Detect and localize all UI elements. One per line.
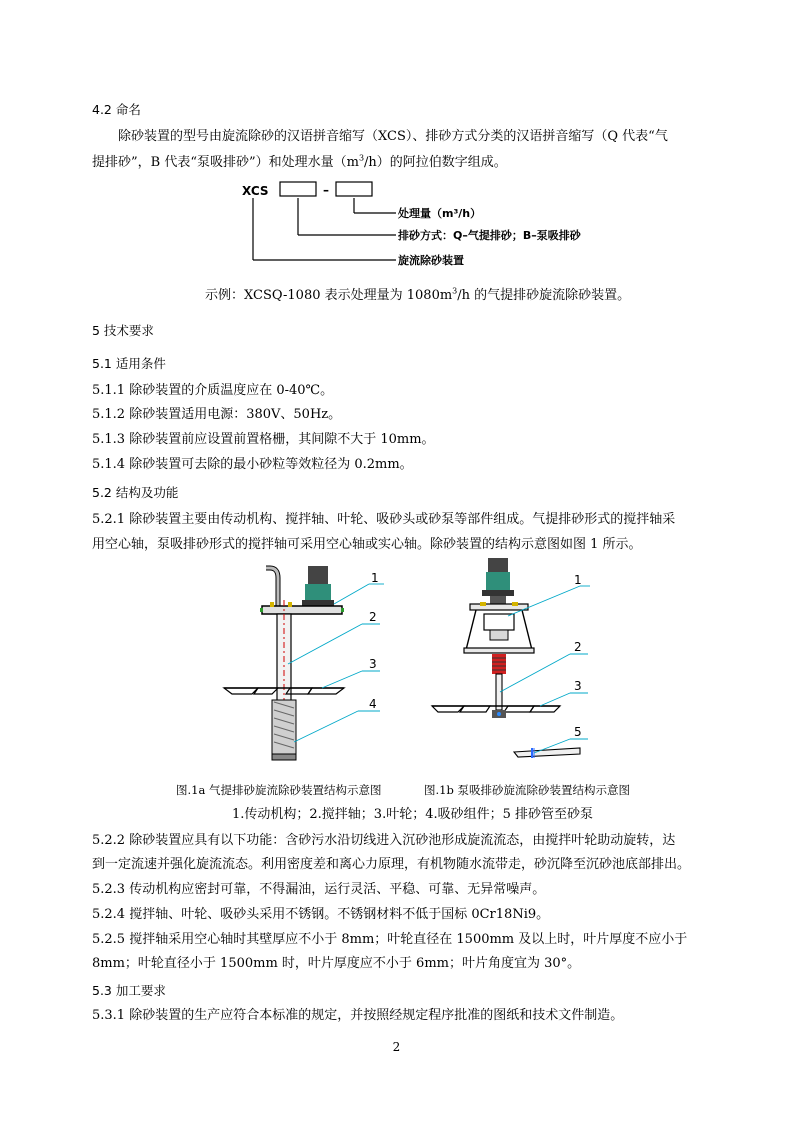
page-number: 2 <box>392 1040 401 1054</box>
method-box <box>280 182 316 196</box>
paragraph-5-2-2-line1: 5.2.2 除砂装置应具有以下功能：含砂污水沿切线进入沉砂池形成旋流流态，由搅拌叶轮助动旋转，达 <box>92 833 676 848</box>
callout-1b-3: 3 <box>574 679 582 693</box>
callout-1b-2: 2 <box>574 640 582 654</box>
section-heading-5-3: 5.3 加工要求 <box>92 983 166 998</box>
naming-example: 示例：XCSQ-1080 表示处理量为 $1080m^3/h$ 的气提排砂旋流除砂装置。 <box>205 286 631 303</box>
section-heading-5-2: 5.2 结构及功能 <box>92 485 179 500</box>
paragraph-5-2-5-line1: 5.2.5 搅拌轴采用空心轴时其壁厚应不小于 8mm；叶轮直径在 1500mm 及以上时，叶片厚度不应小于 <box>92 932 688 947</box>
figure-1b-pump-suction-diagram <box>430 552 600 774</box>
paragraph-naming-line2: 提排砂”，B 代表“泵吸排砂”）和处理水量$(m^3/h)$的阿拉伯数字组成。 <box>92 153 507 170</box>
label-method: 排砂方式：Q–气提排砂；B–泵吸排砂 <box>398 229 581 242</box>
section-heading-5: 5 技术要求 <box>92 323 154 338</box>
figure-1b-caption: 图.1b 泵吸排砂旋流除砂装置结构示意图 <box>424 783 630 797</box>
label-capacity: 处理量（m³/h） <box>398 207 482 220</box>
paragraph-5-2-1-line2: 用空心轴，泵吸排砂形式的搅拌轴可采用空心轴或实心轴。除砂装置的结构示意图如图 1 所示。 <box>92 537 642 552</box>
section-heading-5-1: 5.1 适用条件 <box>92 356 166 371</box>
figure-legend: 1.传动机构；2.搅拌轴；3.叶轮；4.吸砂组件；5 排砂管至砂泵 <box>232 807 594 822</box>
paragraph-5-2-1-line1: 5.2.1 除砂装置主要由传动机构、搅拌轴、叶轮、吸砂头或砂泵等部件组成。气提排砂形式的搅拌轴采 <box>92 512 676 527</box>
list-item-5-1-3: 5.1.3 除砂装置前应设置前置格栅，其间隙不大于 10mm。 <box>92 432 435 447</box>
paragraph-5-2-4: 5.2.4 搅拌轴、叶轮、吸砂头采用不锈钢。不锈钢材料不低于国标 0Cr18Ni9。 <box>92 907 550 922</box>
list-item-5-1-4: 5.1.4 除砂装置可去除的最小砂粒等效粒径为 0.2mm。 <box>92 457 413 472</box>
model-code: XCS <box>242 184 269 198</box>
model-naming-diagram <box>230 176 630 272</box>
callout-1a-4: 4 <box>369 697 377 711</box>
callout-1b-5: 5 <box>574 725 582 739</box>
list-item-5-1-1: 5.1.1 除砂装置的介质温度应在 0-40℃。 <box>92 383 334 398</box>
model-dash: – <box>323 183 329 197</box>
paragraph-5-3-1: 5.3.1 除砂装置的生产应符合本标准的规定，并按照经规定程序批准的图纸和技术文件制造。 <box>92 1008 624 1023</box>
section-heading-4-2: 4.2 命名 <box>92 102 141 117</box>
callout-1a-3: 3 <box>369 657 377 671</box>
paragraph-5-2-5-line2: 8mm；叶轮直径小于 1500mm 时，叶片厚度应不小于 6mm；叶片角度宜为 30°。 <box>92 956 581 971</box>
paragraph-5-2-2-line2: 到一定流速并强化旋流流态。利用密度差和离心力原理，有机物随水流带走，砂沉降至沉砂池底部排出。 <box>92 857 691 872</box>
label-device: 旋流除砂装置 <box>398 254 464 267</box>
list-item-5-1-2: 5.1.2 除砂装置适用电源：380V、50Hz。 <box>92 407 342 422</box>
callout-1a-1: 1 <box>371 571 379 585</box>
callout-1b-1: 1 <box>574 573 582 587</box>
figure-1a-caption: 图.1a 气提排砂旋流除砂装置结构示意图 <box>176 783 382 797</box>
paragraph-naming-line1: 除砂装置的型号由旋流除砂的汉语拼音缩写（XCS）、排砂方式分类的汉语拼音缩写（Q 代表“气 <box>118 129 668 144</box>
figure-1a-gas-lift-diagram <box>222 560 392 772</box>
paragraph-5-2-3: 5.2.3 传动机构应密封可靠，不得漏油，运行灵活、平稳、可靠、无异常噪声。 <box>92 882 546 897</box>
callout-1a-2: 2 <box>369 610 377 624</box>
capacity-box <box>336 182 372 196</box>
